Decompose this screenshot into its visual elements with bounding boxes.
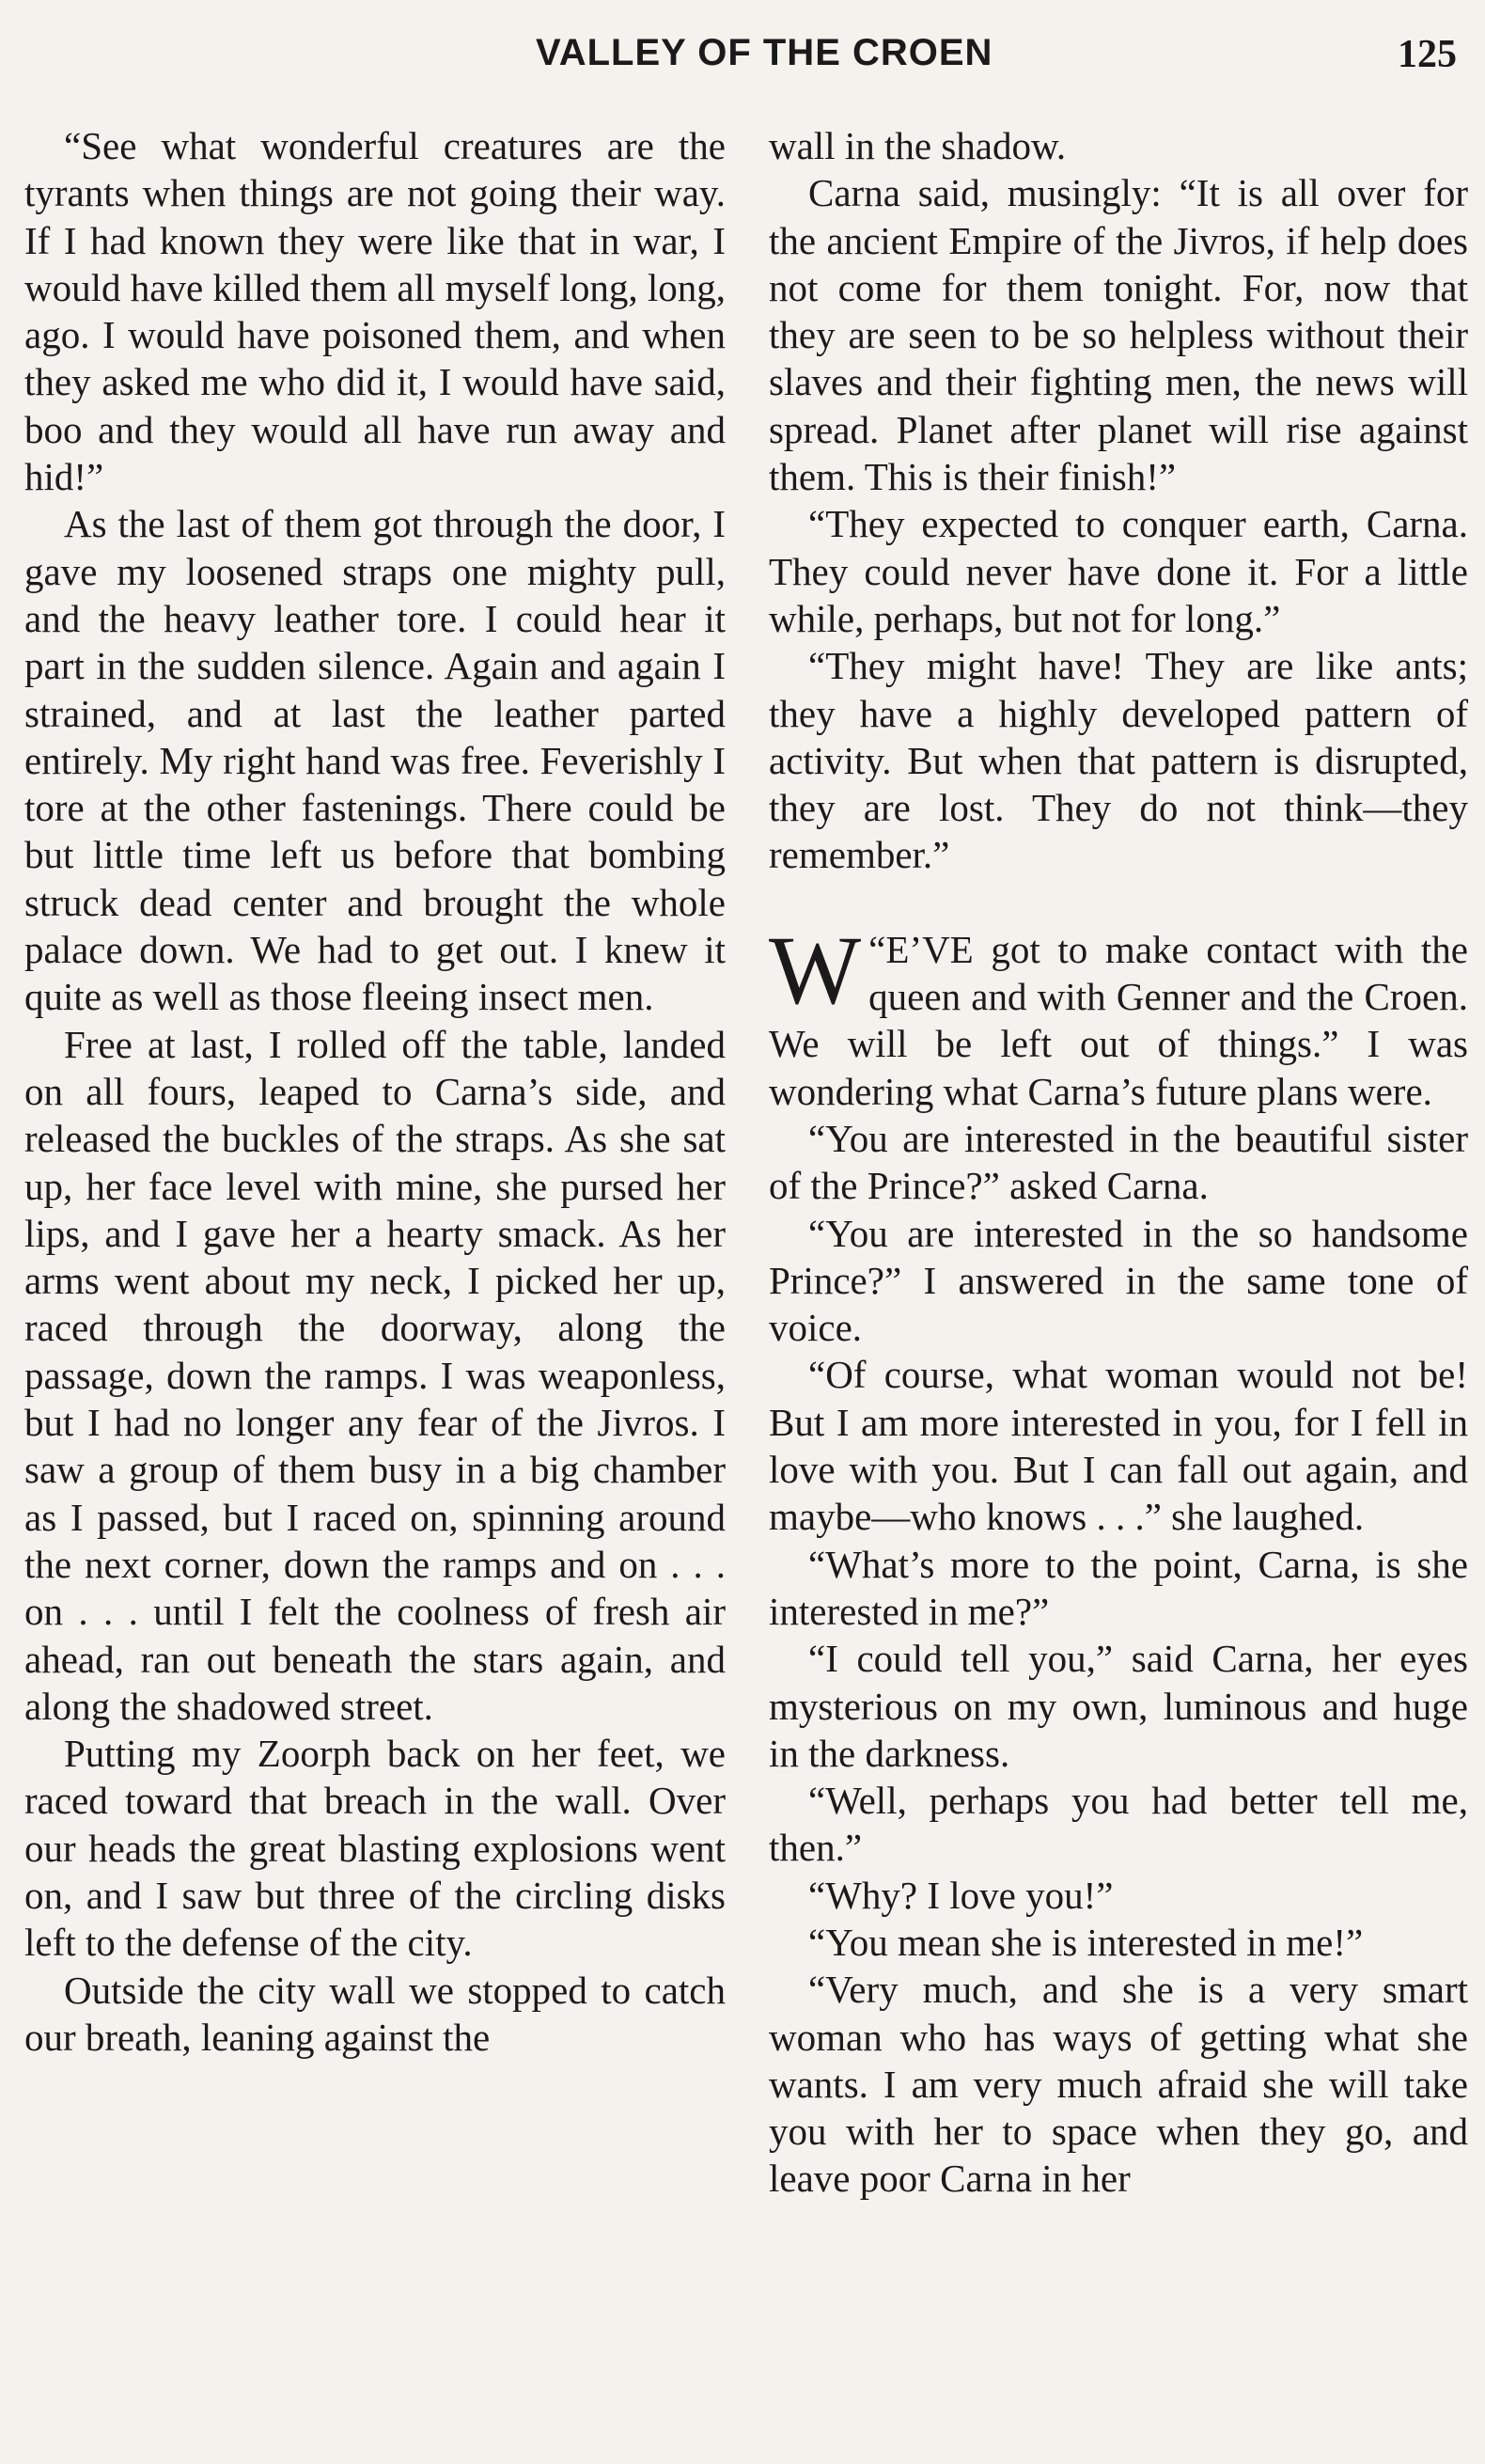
paragraph: wall in the shadow.	[769, 124, 1067, 167]
paragraph: “Very much, and she is a very smart woman who has ways of getting what she wants. I am very much afraid she will take you with her to space when they go, and leave poor Carna in her	[769, 1968, 1468, 2201]
left-column	[24, 122, 726, 2061]
paragraph: “I could tell you,” said Carna, her eyes mysterious on my own, luminous and huge in the darkness.	[769, 1637, 1468, 1775]
page-header	[0, 32, 1485, 88]
right-column	[769, 122, 1468, 2203]
paragraph: “Well, perhaps you had better tell me, then.”	[769, 1779, 1468, 1870]
opening-quote: “	[868, 927, 886, 971]
drop-cap-text: E’VE got to make contact with the queen and with Genner and the Croen. We will be left out of things.” I was wondering what Carna’s future plans were.	[769, 927, 1468, 1113]
paragraph: Outside the city wall we stopped to catch our breath, leaning against the	[24, 1968, 726, 2059]
paragraph: “See what wonderful creatures are the tyrants when things are not going their way. If I had known they were like that in war, I would have killed them all myself long, long, ago. I would have poisoned them, and when they asked me who did it, I would have said, boo and they would all have run away and hid!”	[24, 124, 726, 499]
paragraph: Carna said, musingly: “It is all over for the ancient Empire of the Jivros, if help does not come for them tonight. For, now that they are seen to be so helpless without their slaves and their fighting men, the news will spread. Planet after planet will rise against them. This is their finish!”	[769, 171, 1468, 499]
paragraph: “You are interested in the beautiful sister of the Prince?” asked Carna.	[769, 1116, 1468, 1208]
paragraph: “They expected to conquer earth, Carna. They could never have done it. For a little while, perhaps, but not for long.”	[769, 502, 1468, 640]
paragraph: Free at last, I rolled off the table, landed on all fours, leaped to Carna’s side, and released the buckles of the straps. As she sat up, her face level with mine, she pursed her lips, and I gave her a hearty smack. As her arms went about my neck, I picked her up, raced through the doorway, along the passage, down the ramps. I was weaponless, but I had no longer any fear of the Jivros. I saw a group of them busy in a big chamber as I passed, but I raced on, spinning around the next corner, down the ramps and on . . . on . . . until I felt the coolness of fresh air ahead, ran out beneath the stars again, and along the shadowed street.	[24, 1022, 726, 1728]
paragraph: “They might have! They are like ants; they have a highly developed pattern of activity. But when that pattern is disrupted, they are lost. They do not think—they remember.”	[769, 644, 1468, 877]
paragraph: As the last of them got through the door, I gave my loosened straps one mighty pull, and the heavy leather tore. I could hear it part in the sudden silence. Again and again I strained, and at last the leather parted entirely. My right hand was free. Feverishly I tore at the other fastenings. There could be but little time left us before that bombing struck dead center and brought the whole palace down. We had to get out. I knew it quite as well as those fleeing insect men.	[24, 502, 726, 1019]
page-number: 125	[1398, 33, 1457, 76]
drop-cap: W	[769, 916, 862, 1025]
paragraph: Putting my Zoorph back on her feet, we raced toward that breach in the wall. Over our heads the great blasting explosions went on, and I saw but three of the circling disks left to the defense of the city.	[24, 1732, 726, 1965]
paragraph: “Why? I love you!”	[808, 1873, 1114, 1917]
paragraph: “You mean she is interested in me!”	[808, 1920, 1364, 1964]
paragraph: “What’s more to the point, Carna, is she interested in me?”	[769, 1542, 1468, 1633]
paragraph: “Of course, what woman would not be! But I am more interested in you, for I fell in love with you. But I can fall out again, and maybe—who knows . . .” she laughed.	[769, 1353, 1468, 1539]
section-opening-paragraph	[769, 916, 1468, 1115]
running-title: VALLEY OF THE CROEN	[536, 32, 993, 73]
paragraph: “You are interested in the so handsome Prince?” I answered in the same tone of voice.	[769, 1211, 1468, 1350]
